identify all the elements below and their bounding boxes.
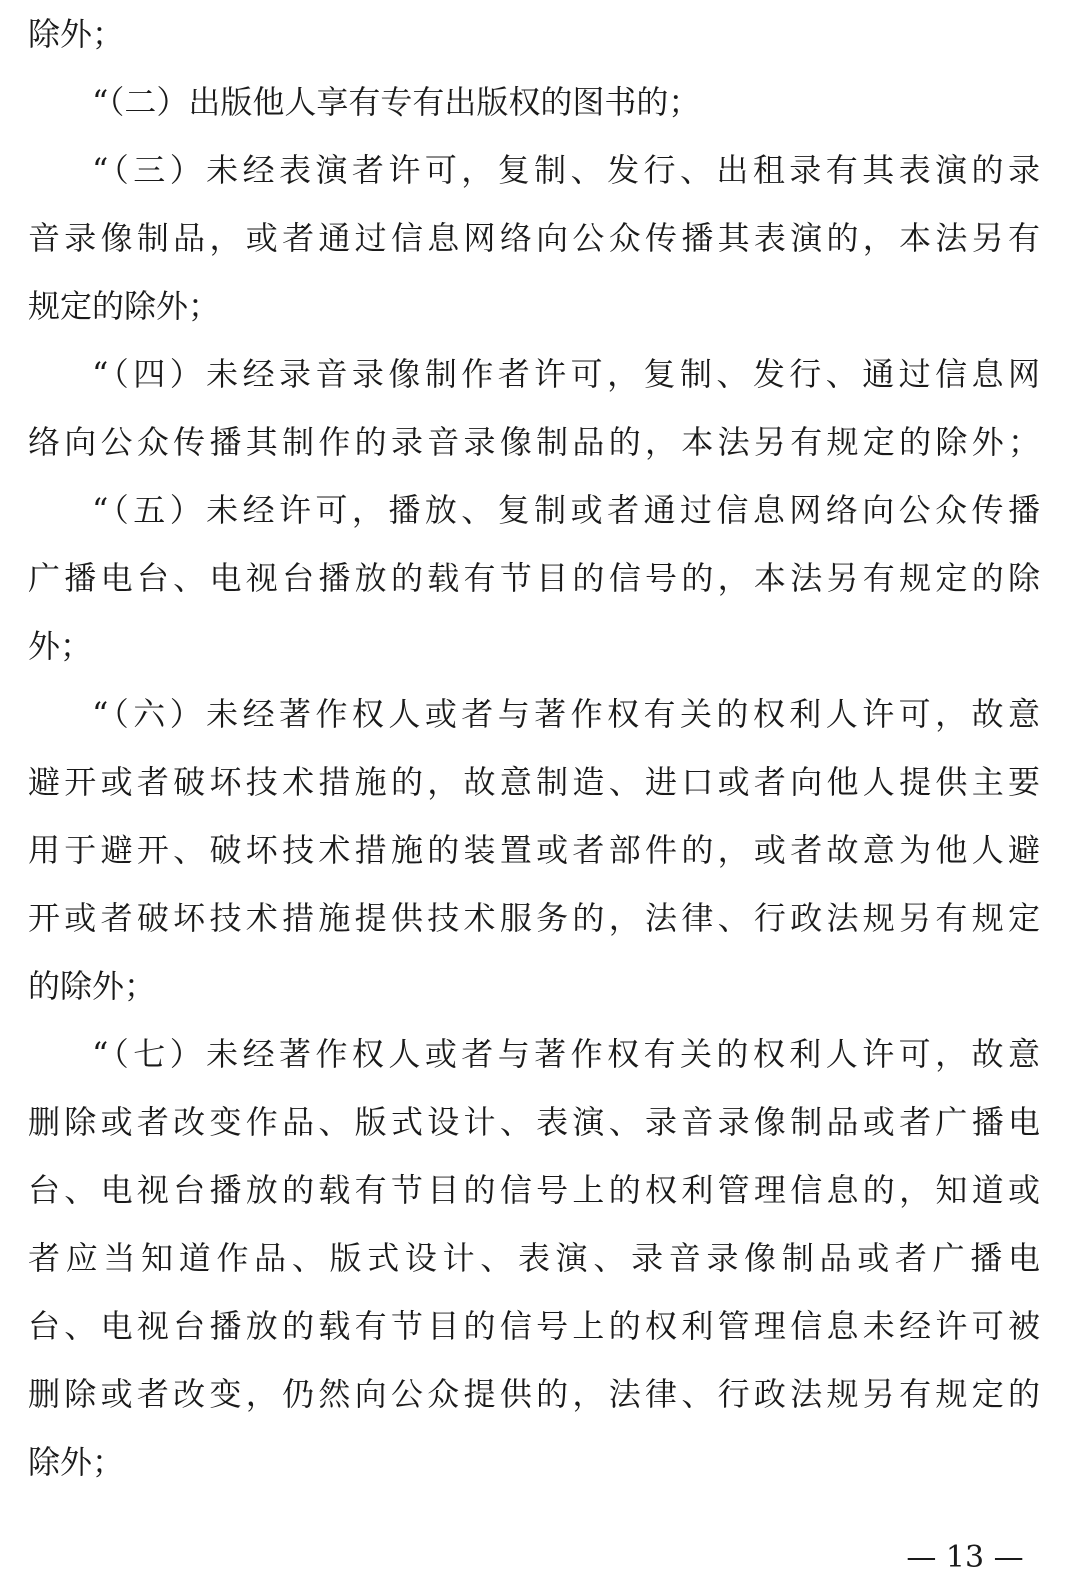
text-line: 台、电视台播放的载有节目的信号上的权利管理信息的，知道或 [28,1171,1040,1209]
text-line: 台、电视台播放的载有节目的信号上的权利管理信息未经许可被 [28,1307,1040,1345]
text-line-item-3-end: 规定的除外； [28,287,221,325]
page-number: — 13 — [906,1540,1024,1575]
text-line-item-2: “（二）出版他人享有专有出版权的图书的； [92,83,701,121]
text-line-item-7-end: 除外； [28,1443,125,1481]
text-line: 者应当知道作品、版式设计、表演、录音录像制品或者广播电 [28,1239,1040,1277]
text-line-item-6-end: 的除外； [28,967,157,1005]
text-line-item-4-start: “（四）未经录音录像制作者许可，复制、发行、通过信息网 [92,355,1040,393]
document-body [28,0,1040,1496]
text-line-item-3-start: “（三）未经表演者许可，复制、发行、出租录有其表演的录 [92,151,1040,189]
text-line: 避开或者破坏技术措施的，故意制造、进口或者向他人提供主要 [28,763,1040,801]
text-line: 用于避开、破坏技术措施的装置或者部件的，或者故意为他人避 [28,831,1040,869]
text-line-item-5-end: 外； [28,627,93,665]
text-line-continuation: 除外； [28,15,125,53]
text-line-item-6-start: “（六）未经著作权人或者与著作权有关的权利人许可，故意 [92,695,1040,733]
text-line-item-5-start: “（五）未经许可，播放、复制或者通过信息网络向公众传播 [92,491,1040,529]
text-line: 广播电台、电视台播放的载有节目的信号的，本法另有规定的除 [28,559,1040,597]
text-line: 开或者破坏技术措施提供技术服务的，法律、行政法规另有规定 [28,899,1040,937]
text-line-item-7-start: “（七）未经著作权人或者与著作权有关的权利人许可，故意 [92,1035,1040,1073]
text-line: 音录像制品，或者通过信息网络向公众传播其表演的，本法另有 [28,219,1040,257]
text-line-item-4-end: 络向公众传播其制作的录音录像制品的，本法另有规定的除外； [28,423,1040,461]
text-line: 删除或者改变作品、版式设计、表演、录音录像制品或者广播电 [28,1103,1040,1141]
text-line: 删除或者改变，仍然向公众提供的，法律、行政法规另有规定的 [28,1375,1040,1413]
